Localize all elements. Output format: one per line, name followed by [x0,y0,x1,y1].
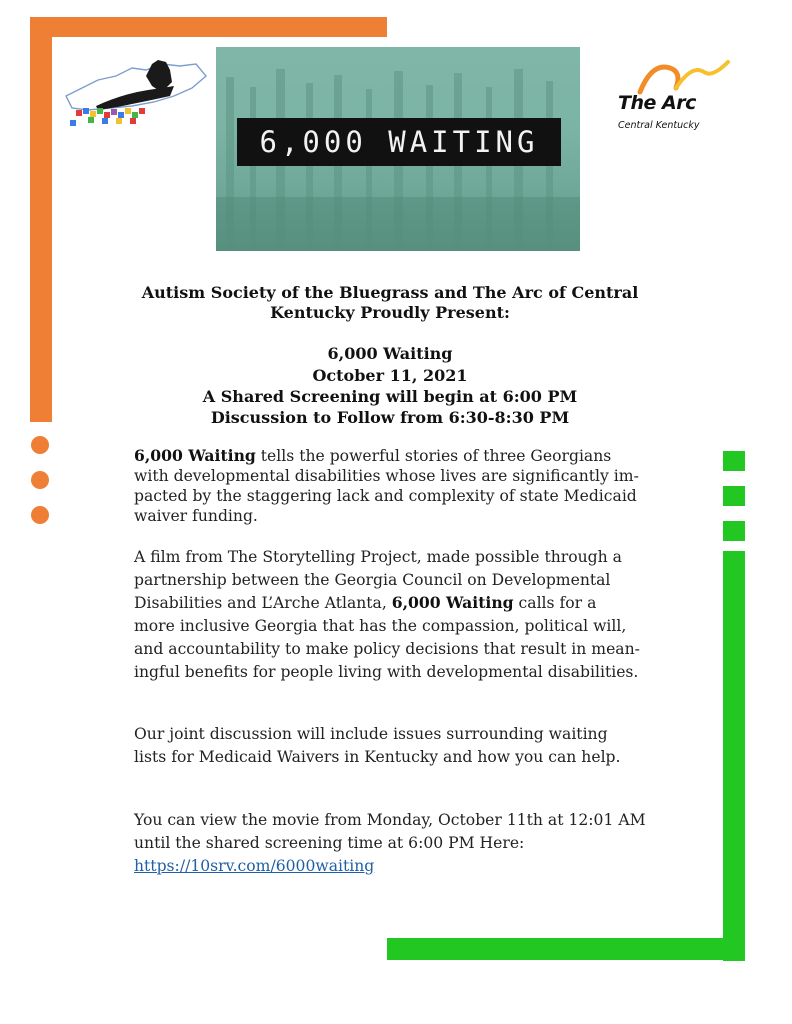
film-credits-line: and accountability to make policy decisions that result in mean- [134,640,640,658]
film-banner [216,47,580,251]
film-description-line: waiver funding. [134,507,258,525]
film-credits-line [134,593,654,613]
text-span: Disabilities and L’Arche Atlanta, [134,594,392,612]
screening-time: A Shared Screening will begin at 6:00 PM [202,387,578,406]
green-square [723,486,745,506]
film-description-line: with developmental disabilities whose lives are significantly im- [134,467,639,485]
banner-title-box [237,118,561,166]
event-title: 6,000 Waiting [327,344,453,363]
orange-dot [31,506,49,524]
film-credits-line: more inclusive Georgia that has the compassion, political will, [134,617,627,635]
text-span: tells the powerful stories of three Georgians [255,447,612,465]
arc-logo-name: The Arc [618,92,696,114]
viewing-info-line: You can view the movie from Monday, October 11th at 12:01 AM [134,811,646,829]
the-arc-logo [612,58,736,138]
discussion-time: Discussion to Follow from 6:30-8:30 PM [210,408,570,427]
viewing-info-line: until the shared screening time at 6:00 PM Here: [134,834,525,852]
text-span: calls for a [513,594,597,612]
film-credits-line: A film from The Storytelling Project, made possible through a [134,548,622,566]
orange-dot [31,436,49,454]
presenters-line: Autism Society of the Bluegrass and The Arc of Central [141,283,639,302]
green-frame-right [723,551,745,961]
film-name-bold: 6,000 Waiting [134,446,256,465]
orange-dot [31,471,49,489]
green-square [723,521,745,541]
film-description-line [134,446,654,466]
event-date: October 11, 2021 [312,366,468,385]
discussion-info-line: lists for Medicaid Waivers in Kentucky and how you can help. [134,748,621,766]
green-square [723,451,745,471]
viewing-link-line [134,856,654,876]
film-credits-line: partnership between the Georgia Council on Developmental [134,571,611,589]
orange-frame-left [30,17,52,422]
orange-frame-top [30,17,387,37]
banner-title: 6,000 WAITING [259,125,539,159]
presenters-line: Kentucky Proudly Present: [270,303,510,322]
arc-logo-subtitle: Central Kentucky [618,120,700,131]
green-frame-bottom [387,938,745,960]
discussion-info-line: Our joint discussion will include issues surrounding waiting [134,725,608,743]
film-name-bold: 6,000 Waiting [391,593,514,612]
film-description-line: pacted by the staggering lack and complexity of state Medicaid [134,487,637,505]
movie-link[interactable]: https://10srv.com/6000waiting [134,857,375,875]
autism-society-kentucky-logo [62,50,208,132]
film-credits-line: ingful benefits for people living with developmental disabilities. [134,663,639,681]
